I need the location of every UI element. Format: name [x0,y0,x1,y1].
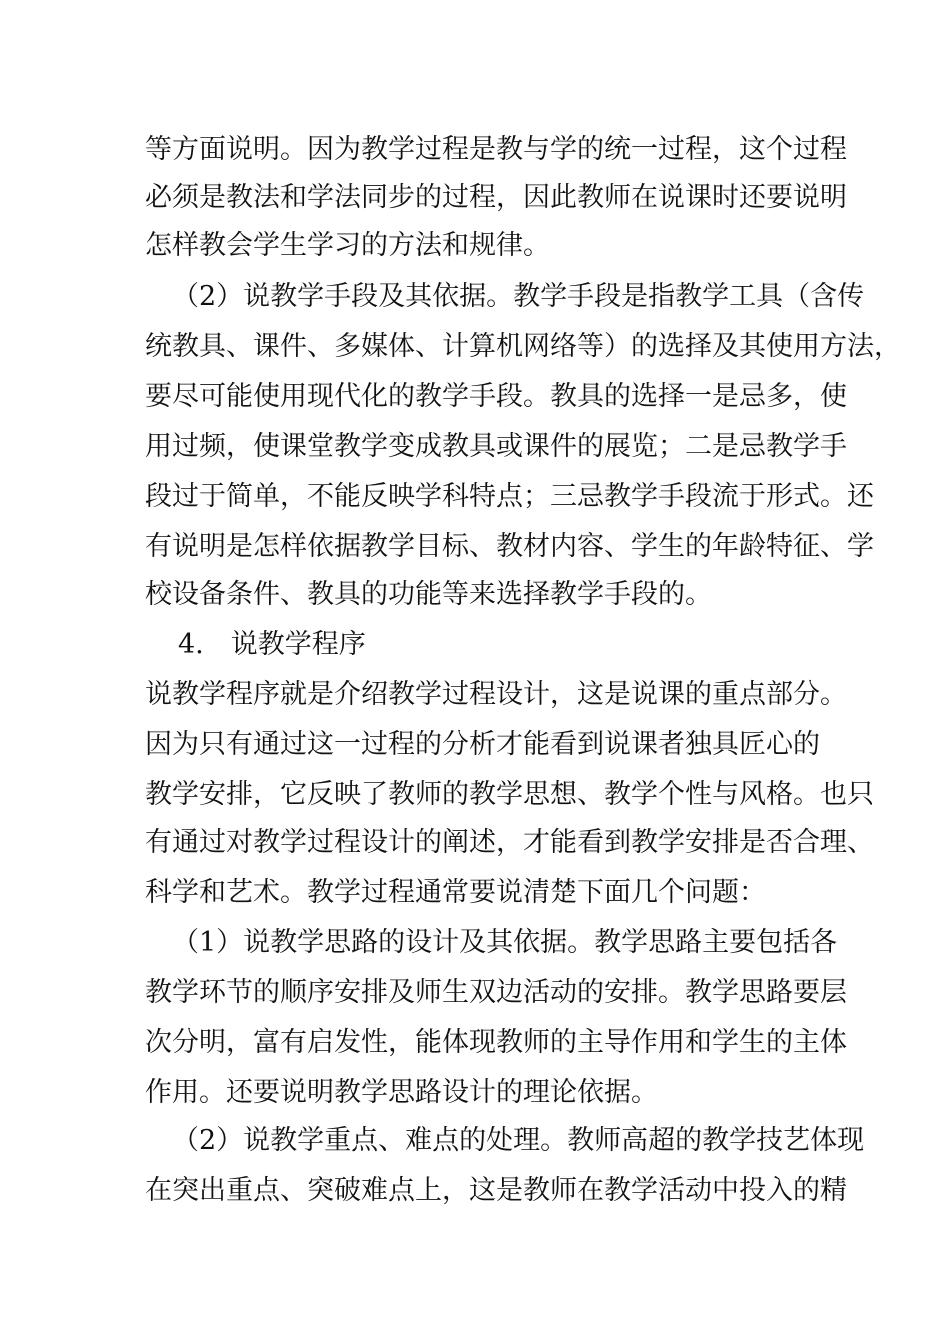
text-line-14: 教学安排，它反映了教师的教学思想、教学个性与风格。也只 [145,779,874,810]
text-line-10: 校设备条件、教具的功能等来选择教学手段的。 [145,579,712,610]
text-line-21: （2）说教学重点、难点的处理。教师高超的教学技艺体现 [172,1125,865,1156]
text-line-4: （2）说教学手段及其依据。教学手段是指教学工具（含传 [172,281,865,312]
text-line-2: 必须是教法和学法同步的过程，因此教师在说课时还要说明 [145,182,847,213]
text-line-6: 要尽可能使用现代化的教学手段。教具的选择一是忌多，使 [145,381,847,412]
text-line-18: 教学环节的顺序安排及师生双边活动的安排。教学思路要层 [145,977,847,1008]
text-line-12: 说教学程序就是介绍教学过程设计，这是说课的重点部分。 [145,679,847,710]
text-line-7: 用过频，使课堂教学变成教具或课件的展览；二是忌教学手 [145,431,847,462]
text-line-1: 等方面说明。因为教学过程是教与学的统一过程，这个过程 [145,134,847,165]
text-line-8: 段过于简单，不能反映学科特点；三忌教学手段流于形式。还 [145,481,874,512]
text-line-17: （1）说教学思路的设计及其依据。教学思路主要包括各 [172,927,838,958]
text-line-20: 作用。还要说明教学思路设计的理论依据。 [145,1077,658,1108]
text-line-19: 次分明，富有启发性，能体现教师的主导作用和学生的主体 [145,1027,847,1058]
text-line-22: 在突出重点、突破难点上，这是教师在教学活动中投入的精 [145,1175,847,1206]
text-line-13: 因为只有通过这一过程的分析才能看到说课者独具匠心的 [145,729,820,760]
text-line-3: 怎样教会学生学习的方法和规律。 [145,230,550,261]
text-line-9: 有说明是怎样依据教学目标、教材内容、学生的年龄特征、学 [145,531,874,562]
text-line-15: 有通过对教学过程设计的阐述，才能看到教学安排是否合理、 [145,827,874,858]
text-line-16: 科学和艺术。教学过程通常要说清楚下面几个问题： [145,877,766,908]
section-heading: 4. 说教学程序 [178,629,366,660]
text-line-5: 统教具、课件、多媒体、计算机网络等）的选择及其使用方法， [145,331,901,362]
